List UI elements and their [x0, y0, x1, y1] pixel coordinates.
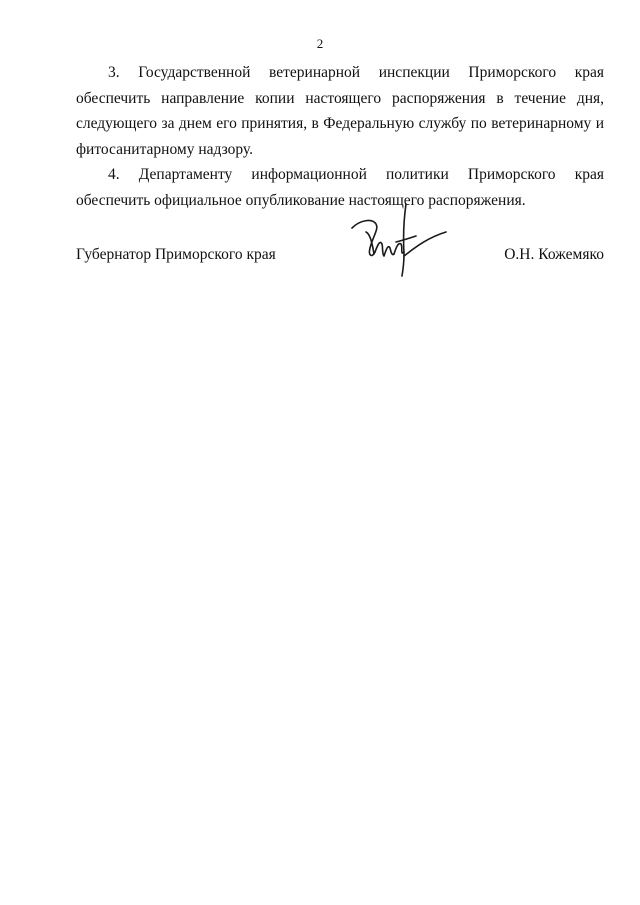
signatory-position: Губернатор Приморского края: [76, 246, 276, 263]
paragraph-4: 4. Департаменту информационной политики Приморского края обеспечить официальное опубликование настоящего распоряжения.: [76, 166, 604, 209]
paragraph-3: 3. Государственной ветеринарной инспекции Приморского края обеспечить направление копии настоящего распоряжения в течение дня, следующего за днем его принятия, в Федеральную службу по ветеринарному и фитосанитарному надзору.: [76, 64, 604, 158]
signature-block: [76, 246, 604, 272]
signatory-name: О.Н. Кожемяко: [504, 246, 604, 263]
document-body: [76, 60, 604, 213]
page-number: 2: [316, 36, 324, 51]
